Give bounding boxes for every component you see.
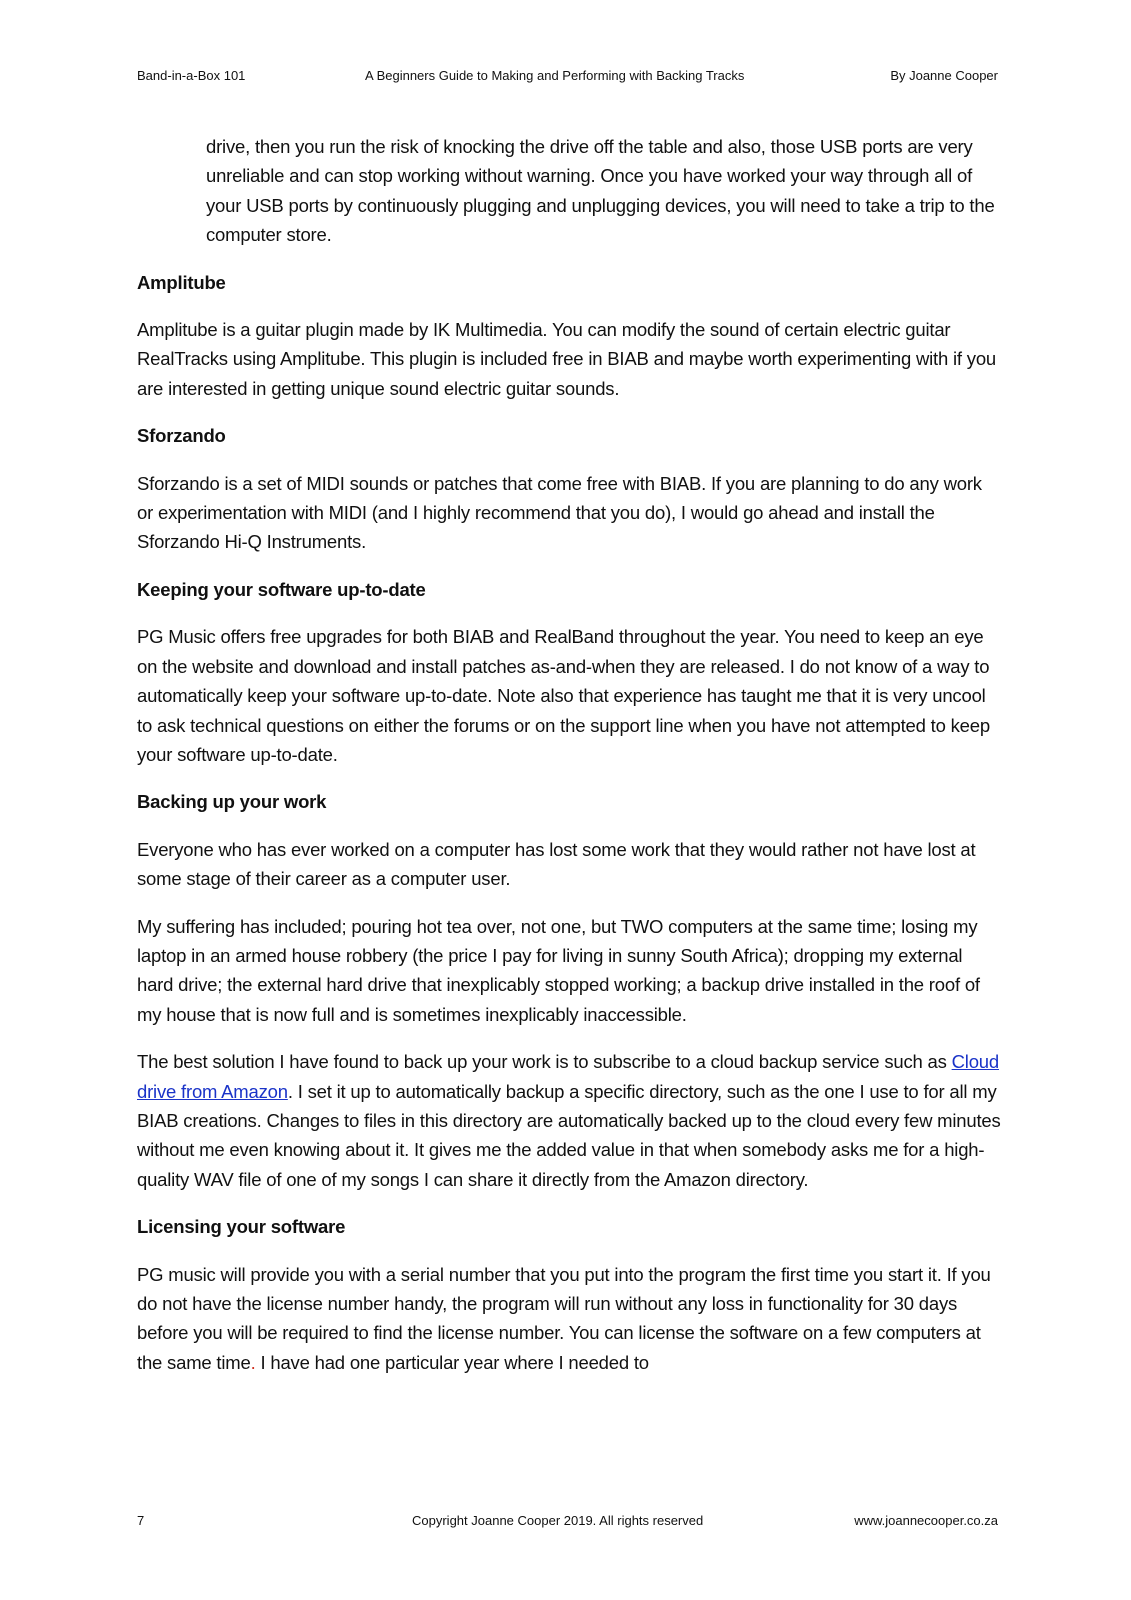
backup-paragraph-3 [137,1047,1001,1194]
sforzando-paragraph: Sforzando is a set of MIDI sounds or patches that come free with BIAB. If you are planning to do any work or experimentation with MIDI (and I highly recommend that you do), I would go ahead and install the Sforzando Hi-Q Instruments. [137,472,982,553]
licensing-paragraph [137,1260,1001,1378]
heading-updates: Keeping your software up-to-date [137,578,426,600]
continued-paragraph: drive, then you run the risk of knocking the drive off the table and also, those USB ports are very unreliable and can stop working without warning. Once you have worked your way through all of your USB ports by continuously plugging and unplugging devices, you will need to take a trip to the computer store. [206,136,995,246]
header-subtitle: A Beginners Guide to Making and Performing with Backing Tracks [365,68,745,83]
page-body [137,132,1001,1395]
footer-website: www.joannecooper.co.za [854,1513,998,1528]
backup-paragraph-2: My suffering has included; pouring hot tea over, not one, but TWO computers at the same time; losing my laptop in an armed house robbery (the price I pay for living in sunny South Africa); dropping my external hard drive; the external hard drive that inexplicably stopped working; a backup drive installed in the roof of my house that is now full and is sometimes inexplicably inaccessible. [137,915,980,1025]
amplitube-paragraph: Amplitube is a guitar plugin made by IK Multimedia. You can modify the sound of certain electric guitar RealTracks using Amplitube. This plugin is included free in BIAB and maybe worth experimenting with if you are interested in getting unique sound electric guitar sounds. [137,319,997,399]
footer-copyright: Copyright Joanne Cooper 2019. All rights reserved [412,1513,704,1528]
red-period: . [250,1351,256,1373]
cloud-drive-link[interactable]: Cloud drive from Amazon [137,1051,999,1102]
licensing-p1-after: I have had one particular year where I needed to [255,1351,649,1373]
heading-licensing: Licensing your software [137,1216,346,1238]
heading-sforzando: Sforzando [137,425,226,447]
page-number: 7 [137,1513,145,1528]
licensing-p1-before: PG music will provide you with a serial number that you put into the program the first time you start it. If you do not have the license number handy, the program will run without any loss in functionality for 30 days before you will be required to find the license number. You can license the software on a few computers at the same time [137,1263,991,1373]
backup-paragraph-1: Everyone who has ever worked on a computer has lost some work that they would rather not have lost at some stage of their career as a computer user. [137,838,976,890]
header-book-title: Band-in-a-Box 101 [137,68,246,83]
backup-p3-before: The best solution I have found to back up your work is to subscribe to a cloud backup service such as [137,1051,952,1073]
updates-paragraph: PG Music offers free upgrades for both BIAB and RealBand throughout the year. You need to keep an eye on the website and download and install patches as-and-when they are released. I do not know of a way to automatically keep your software up-to-date. Note also that experience has taught me that it is very uncool to ask technical questions on either the forums or on the support line when you have not attempted to keep your software up-to-date. [137,626,990,765]
backup-p3-after: . I set it up to automatically backup a specific directory, such as the one I use to for all my BIAB creations. Changes to files in this directory are automatically backed up to the cloud every few minutes without me even knowing about it. It gives me the added value in that when somebody asks me for a high-quality WAV file of one of my songs I can share it directly from the Amazon directory. [137,1080,1001,1190]
heading-amplitube: Amplitube [137,271,226,293]
heading-backup: Backing up your work [137,791,327,813]
header-author: By Joanne Cooper [890,68,998,83]
